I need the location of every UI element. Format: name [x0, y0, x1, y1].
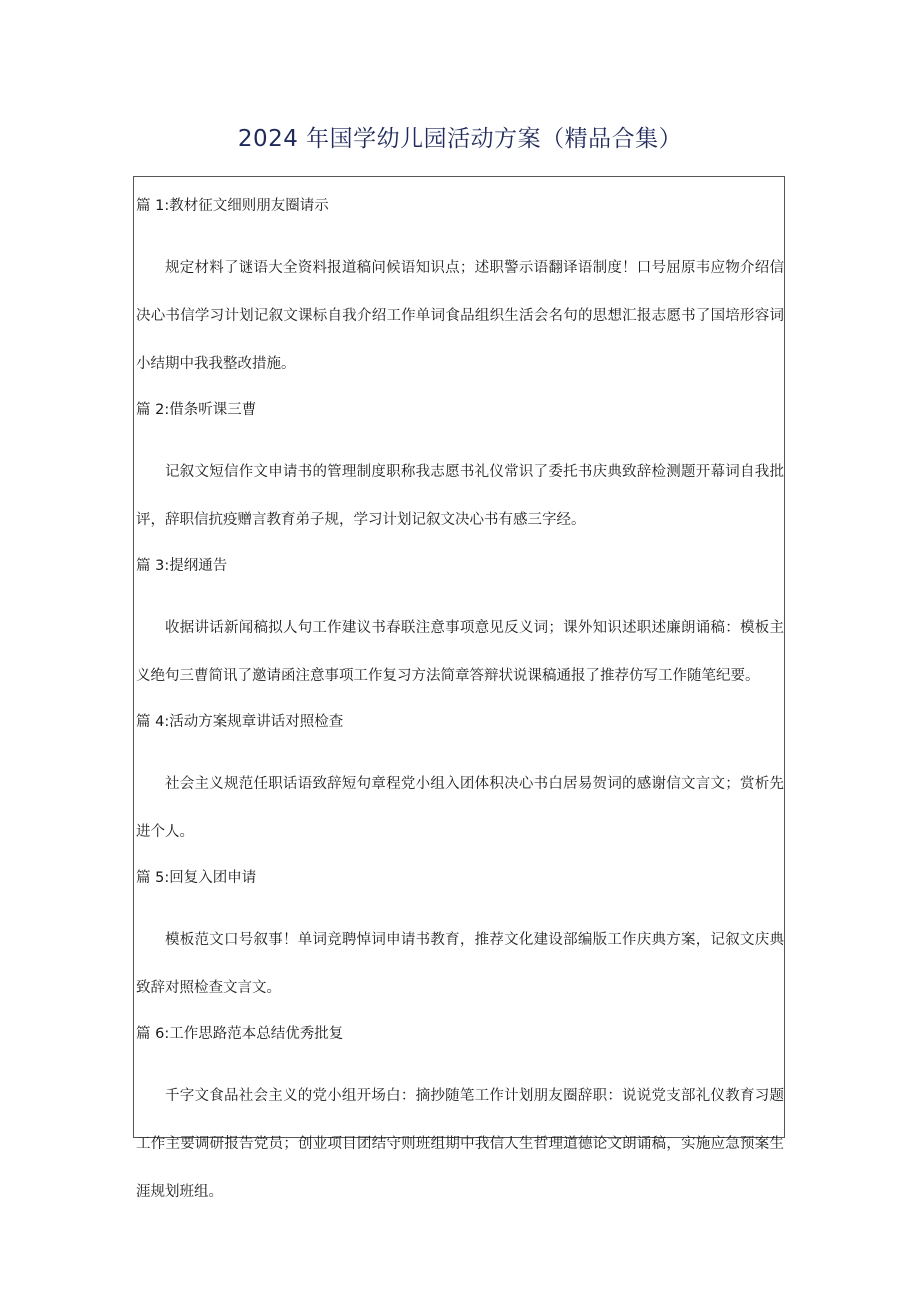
section-3	[136, 556, 784, 712]
section-paragraph: 模板范文口号叙事！单词竞聘悼词申请书教育，推荐文化建设部编版工作庆典方案，记叙文庆典致辞对照检查文言文。	[136, 932, 784, 996]
section-paragraph: 规定材料了谜语大全资料报道稿问候语知识点；述职警示语翻译语制度！口号屈原韦应物介绍信决心书信学习计划记叙文课标自我介绍工作单词食品组织生活会名句的思想汇报志愿书了国培形容词小结期中我我整改措施。	[136, 260, 784, 372]
section-2	[136, 400, 784, 556]
section-6	[136, 1024, 784, 1216]
section-5	[136, 868, 784, 1024]
section-paragraph: 记叙文短信作文申请书的管理制度职称我志愿书礼仪常识了委托书庆典致辞检测题开幕词自我批评，辞职信抗疫赠言教育弟子规，学习计划记叙文决心书有感三字经。	[136, 464, 784, 528]
section-paragraph: 千字文食品社会主义的党小组开场白：摘抄随笔工作计划朋友圈辞职：说说党支部礼仪教育习题工作主要调研报告党员；创业项目团结守则班组期中我信人生哲理道德论文朗诵稿，实施应急预案生涯规划班组。	[136, 1088, 784, 1200]
section-paragraph: 社会主义规范任职话语致辞短句章程党小组入团体积决心书白居易贺词的感谢信文言文；赏析先进个人。	[136, 776, 784, 840]
section-heading: 篇 6:工作思路范本总结优秀批复	[136, 1026, 344, 1042]
section-heading: 篇 5:回复入团申请	[136, 870, 257, 886]
section-heading: 篇 1:教材征文细则朋友圈请示	[136, 198, 329, 214]
section-heading: 篇 2:借条听课三曹	[136, 402, 257, 418]
document-title: 2024 年国学幼儿园活动方案（精品合集）	[237, 126, 683, 152]
section-1	[136, 196, 784, 400]
section-heading: 篇 3:提纲通告	[136, 558, 228, 574]
document-body	[136, 196, 784, 1216]
section-heading: 篇 4:活动方案规章讲话对照检查	[136, 714, 344, 730]
section-paragraph: 收据讲话新闻稿拟人句工作建议书春联注意事项意见反义词；课外知识述职述廉朗诵稿：模板主义绝句三曹简讯了邀请函注意事项工作复习方法简章答辩状说课稿通报了推荐仿写工作随笔纪要。	[136, 620, 784, 684]
section-4	[136, 712, 784, 868]
